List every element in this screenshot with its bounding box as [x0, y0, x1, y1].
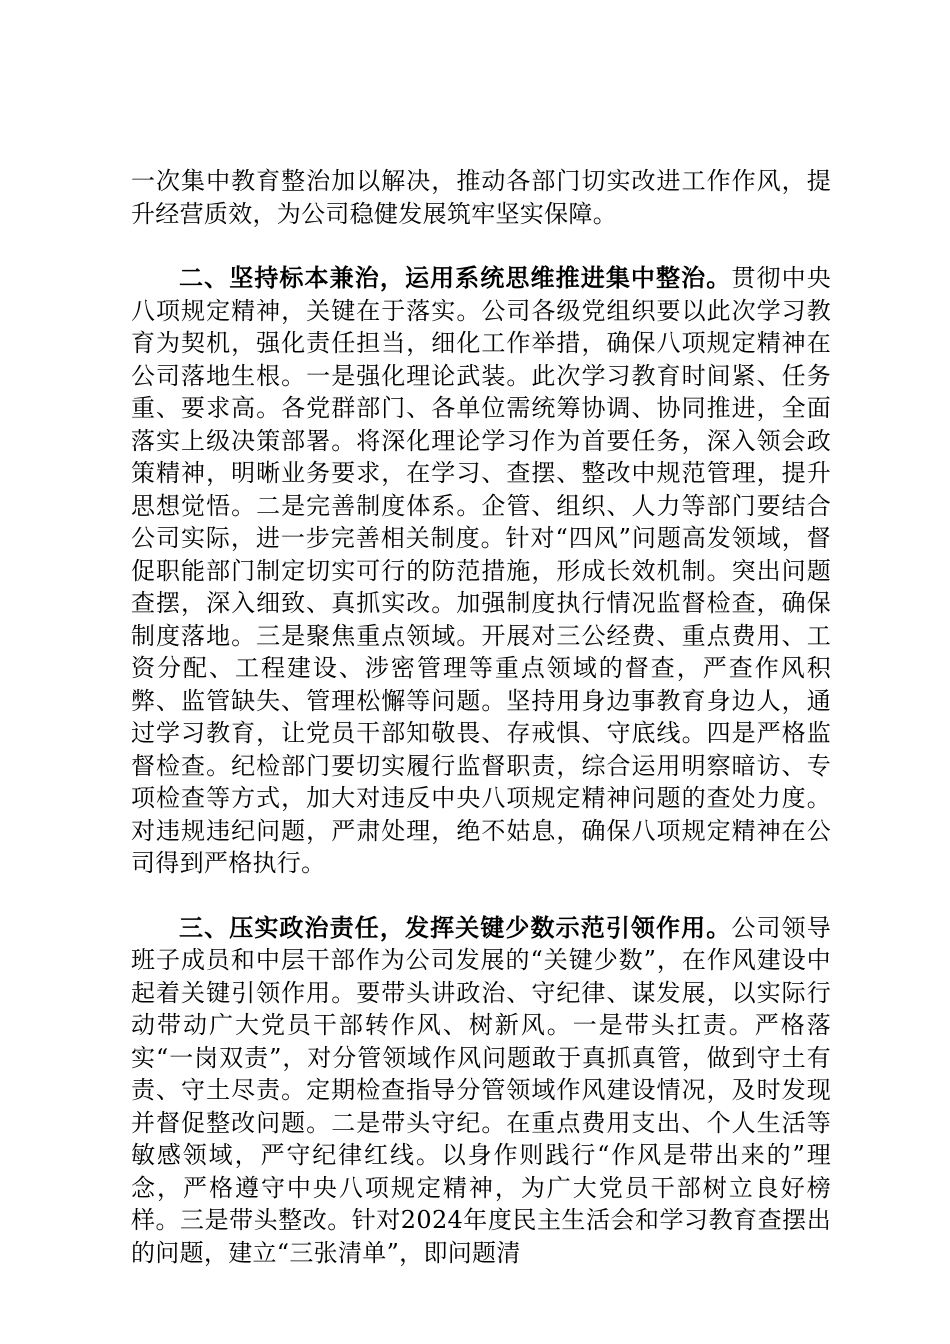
section-heading: 三、压实政治责任，发挥关键少数示范引领作用。	[179, 912, 732, 942]
paragraph-section-2	[131, 262, 831, 880]
document-page	[131, 165, 831, 1269]
paragraph-text: 公司领导班子成员和中层干部作为公司发展的“关键少数”，在作风建设中起着关键引领作用。要带头讲政治、守纪律、谋发展，以实际行动带动广大党员干部转作风、树新风。一是带头扛责。严格落实“一岗双责”，对分管领域作风问题敢于真抓真管，做到守土有责、守土尽责。定期检查指导分管领域作风建设情况，及时发现并督促整改问题。二是带头守纪。在重点费用支出、个人生活等敏感领域，严守纪律红线。以身作则践行“作风是带出来的”理念，严格遵守中央八项规定精神，为广大党员干部树立良好榜样。三是带头整改。针对2024年度民主生活会和学习教育查摆出的问题，建立“三张清单”，即问题清	[131, 913, 831, 1267]
paragraph-text: 贯彻中央八项规定精神，关键在于落实。公司各级党组织要以此次学习教育为契机，强化责任担当，细化工作举措，确保八项规定精神在公司落地生根。一是强化理论武装。此次学习教育时间紧、任务重、要求高。各党群部门、各单位需统筹协调、协同推进，全面落实上级决策部署。将深化理论学习作为首要任务，深入领会政策精神，明晰业务要求，在学习、查摆、整改中规范管理，提升思想觉悟。二是完善制度体系。企管、组织、人力等部门要结合公司实际，进一步完善相关制度。针对“四风”问题高发领域，督促职能部门制定切实可行的防范措施，形成长效机制。突出问题查摆，深入细致、真抓实改。加强制度执行情况监督检查，确保制度落地。三是聚焦重点领域。开展对三公经费、重点费用、工资分配、工程建设、涉密管理等重点领域的督查，严查作风积弊、监管缺失、管理松懈等问题。坚持用身边事教育身边人，通过学习教育，让党员干部知敬畏、存戒惧、守底线。四是严格监督检查。纪检部门要切实履行监督职责，综合运用明察暗访、专项检查等方式，加大对违反中央八项规定精神问题的查处力度。对违规违纪问题，严肃处理，绝不姑息，确保八项规定精神在公司得到严格执行。	[131, 264, 831, 877]
paragraph-text: 一次集中教育整治加以解决，推动各部门切实改进工作作风，提升经营质效，为公司稳健发展筑牢坚实保障。	[131, 167, 831, 228]
paragraph-section-3	[131, 912, 831, 1270]
section-heading: 二、坚持标本兼治，运用系统思维推进集中整治。	[179, 263, 732, 292]
paragraph-continuation	[131, 165, 831, 230]
